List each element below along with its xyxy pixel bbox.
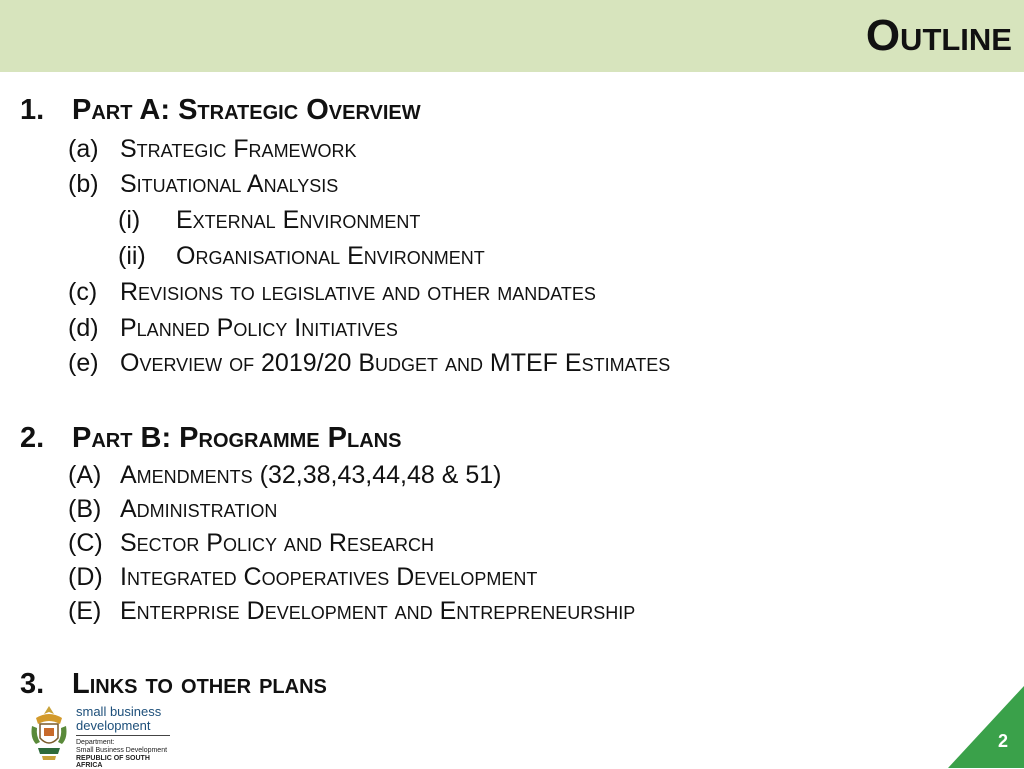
section-title: Links to other plans bbox=[72, 668, 327, 700]
item-text: Organisational Environment bbox=[176, 242, 485, 270]
item-text: Sector Policy and Research bbox=[120, 529, 434, 557]
item-text: Enterprise Development and Entrepreneurship bbox=[120, 597, 636, 625]
item-text: Integrated Cooperatives Development bbox=[120, 563, 538, 591]
item-marker: (E) bbox=[68, 597, 102, 625]
item-text: Planned Policy Initiatives bbox=[120, 314, 398, 342]
item-marker: (C) bbox=[68, 529, 103, 557]
item-marker: (a) bbox=[68, 135, 99, 163]
item-marker: (B) bbox=[68, 495, 102, 523]
item-marker: (e) bbox=[68, 349, 99, 377]
corner-triangle bbox=[948, 686, 1024, 768]
item-marker: (i) bbox=[118, 206, 141, 234]
section-number: 2. bbox=[20, 422, 45, 454]
section-title: Part B: Programme Plans bbox=[72, 422, 402, 454]
logo-subtext: REPUBLIC OF SOUTH AFRICA bbox=[76, 755, 150, 769]
item-marker: (d) bbox=[68, 314, 99, 342]
section-number: 3. bbox=[20, 668, 45, 700]
coat-of-arms-icon bbox=[28, 704, 70, 762]
page-number: 2 bbox=[997, 731, 1008, 751]
slide-title: Outline bbox=[865, 11, 1012, 60]
logo-subtext: Department: bbox=[76, 739, 115, 746]
item-text: Situational Analysis bbox=[120, 170, 339, 198]
item-text: Overview of 2019/20 Budget and MTEF Estimates bbox=[120, 349, 671, 377]
logo-text: small business bbox=[76, 704, 162, 719]
item-marker: (A) bbox=[68, 461, 102, 489]
item-marker: (ii) bbox=[118, 242, 146, 270]
section-title: Part A: Strategic Overview bbox=[72, 94, 421, 126]
item-marker: (b) bbox=[68, 170, 99, 198]
section-number: 1. bbox=[20, 94, 45, 126]
department-logo bbox=[28, 704, 178, 769]
item-text: Amendments (32,38,43,44,48 & 51) bbox=[120, 461, 502, 489]
item-text: Strategic Framework bbox=[120, 135, 357, 163]
logo-subtext: Small Business Development bbox=[76, 747, 168, 754]
item-text: Revisions to legislative and other mandates bbox=[120, 278, 596, 306]
logo-divider bbox=[76, 735, 170, 736]
logo-text: development bbox=[76, 718, 151, 733]
item-text: External Environment bbox=[176, 206, 421, 234]
item-marker: (c) bbox=[68, 278, 98, 306]
item-text: Administration bbox=[120, 495, 278, 523]
item-marker: (D) bbox=[68, 563, 103, 591]
